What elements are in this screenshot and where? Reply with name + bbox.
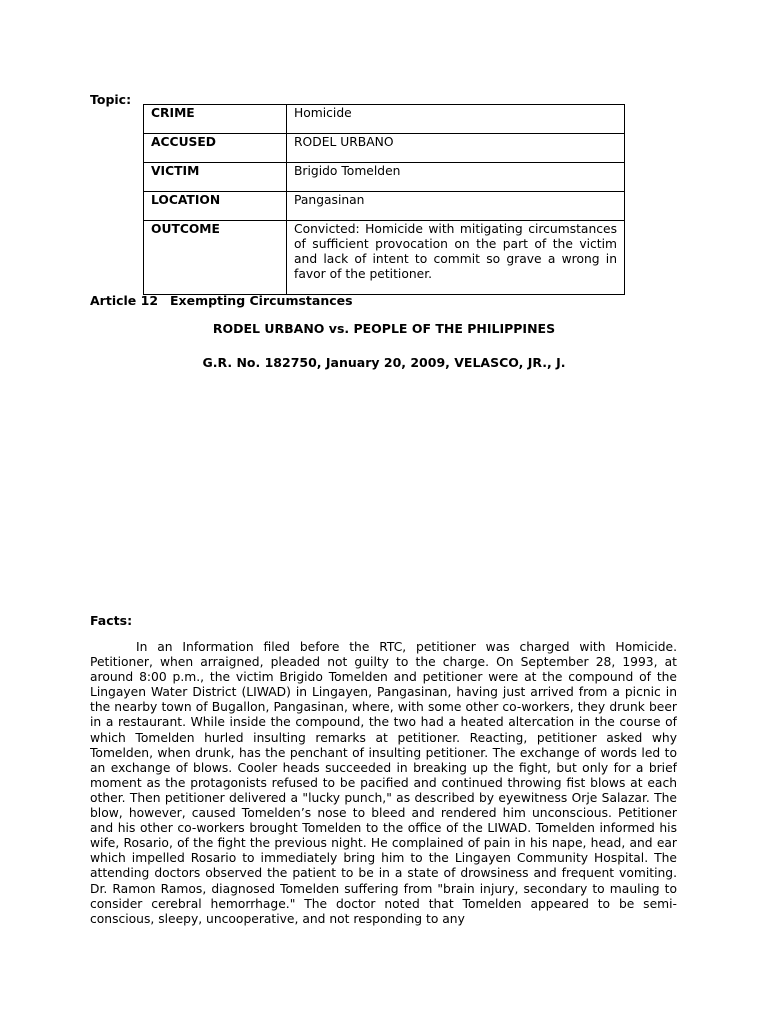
crime-value: Homicide bbox=[287, 105, 625, 134]
case-title: RODEL URBANO vs. PEOPLE OF THE PHILIPPINES bbox=[212, 321, 556, 336]
table-row bbox=[144, 134, 625, 163]
table-row bbox=[144, 163, 625, 192]
table-row bbox=[144, 105, 625, 134]
table-row bbox=[144, 221, 625, 295]
facts-paragraph: In an Information filed before the RTC, petitioner was charged with Homicide. Petitioner, when arraigned, pleaded not guilty to the charge. On September 28, 1993, at around 8:00 p.m., the victim Brigido Tomelden and petitioner were at the compound of the Lingayen Water District (LIWAD) in Lingayen, Pangasinan, having just arrived from a picnic in the nearby town of Bugallon, Pangasinan, where, with some other co-workers, they drunk beer in a restaurant. While inside the compound, the two had a heated altercation in the course of which Tomelden hurled insulting remarks at petitioner. Reacting, petitioner asked why Tomelden, when drunk, has the penchant of insulting petitioner. The exchange of words led to an exchange of blows. Cooler heads succeeded in breaking up the fight, but only for a brief moment as the protagonists refused to be pacified and continued throwing fist blows at each other. Then petitioner delivered a "lucky punch," as described by eyewitness Orje Salazar. The blow, however, caused Tomelden’s nose to bleed and rendered him unconscious. Petitioner and his other co-workers brought Tomelden to the office of the LIWAD. Tomelden informed his wife, Rosario, of the fight the previous night. He complained of pain in his nape, head, and ear which impelled Rosario to immediately bring him to the Lingayen Community Hospital. The attending doctors observed the patient to be in a state of drowsiness and frequent vomiting. Dr. Ramon Ramos, diagnosed Tomelden suffering from "brain injury, secondary to mauling to consider cerebral hemorrhage." The doctor noted that Tomelden appeared to be semi-conscious, sleepy, uncooperative, and not responding to any bbox=[90, 640, 677, 926]
article-heading bbox=[90, 293, 353, 308]
topic-label: Topic: bbox=[90, 92, 132, 107]
case-summary-table bbox=[143, 104, 625, 295]
case-citation: G.R. No. 182750, January 20, 2009, VELASCO, JR., J. bbox=[202, 355, 566, 370]
victim-key: VICTIM bbox=[144, 163, 287, 192]
accused-key: ACCUSED bbox=[144, 134, 287, 163]
accused-value: RODEL URBANO bbox=[287, 134, 625, 163]
article-number: Article 12 bbox=[90, 293, 159, 308]
outcome-value: Convicted: Homicide with mitigating circumstances of sufficient provocation on the part of the victim and lack of intent to commit so grave a wrong in favor of the petitioner. bbox=[287, 221, 625, 295]
crime-key: CRIME bbox=[144, 105, 287, 134]
victim-value: Brigido Tomelden bbox=[287, 163, 625, 192]
location-key: LOCATION bbox=[144, 192, 287, 221]
location-value: Pangasinan bbox=[287, 192, 625, 221]
article-title: Exempting Circumstances bbox=[170, 293, 353, 308]
table-row bbox=[144, 192, 625, 221]
facts-heading: Facts: bbox=[90, 613, 133, 628]
outcome-key: OUTCOME bbox=[144, 221, 287, 295]
